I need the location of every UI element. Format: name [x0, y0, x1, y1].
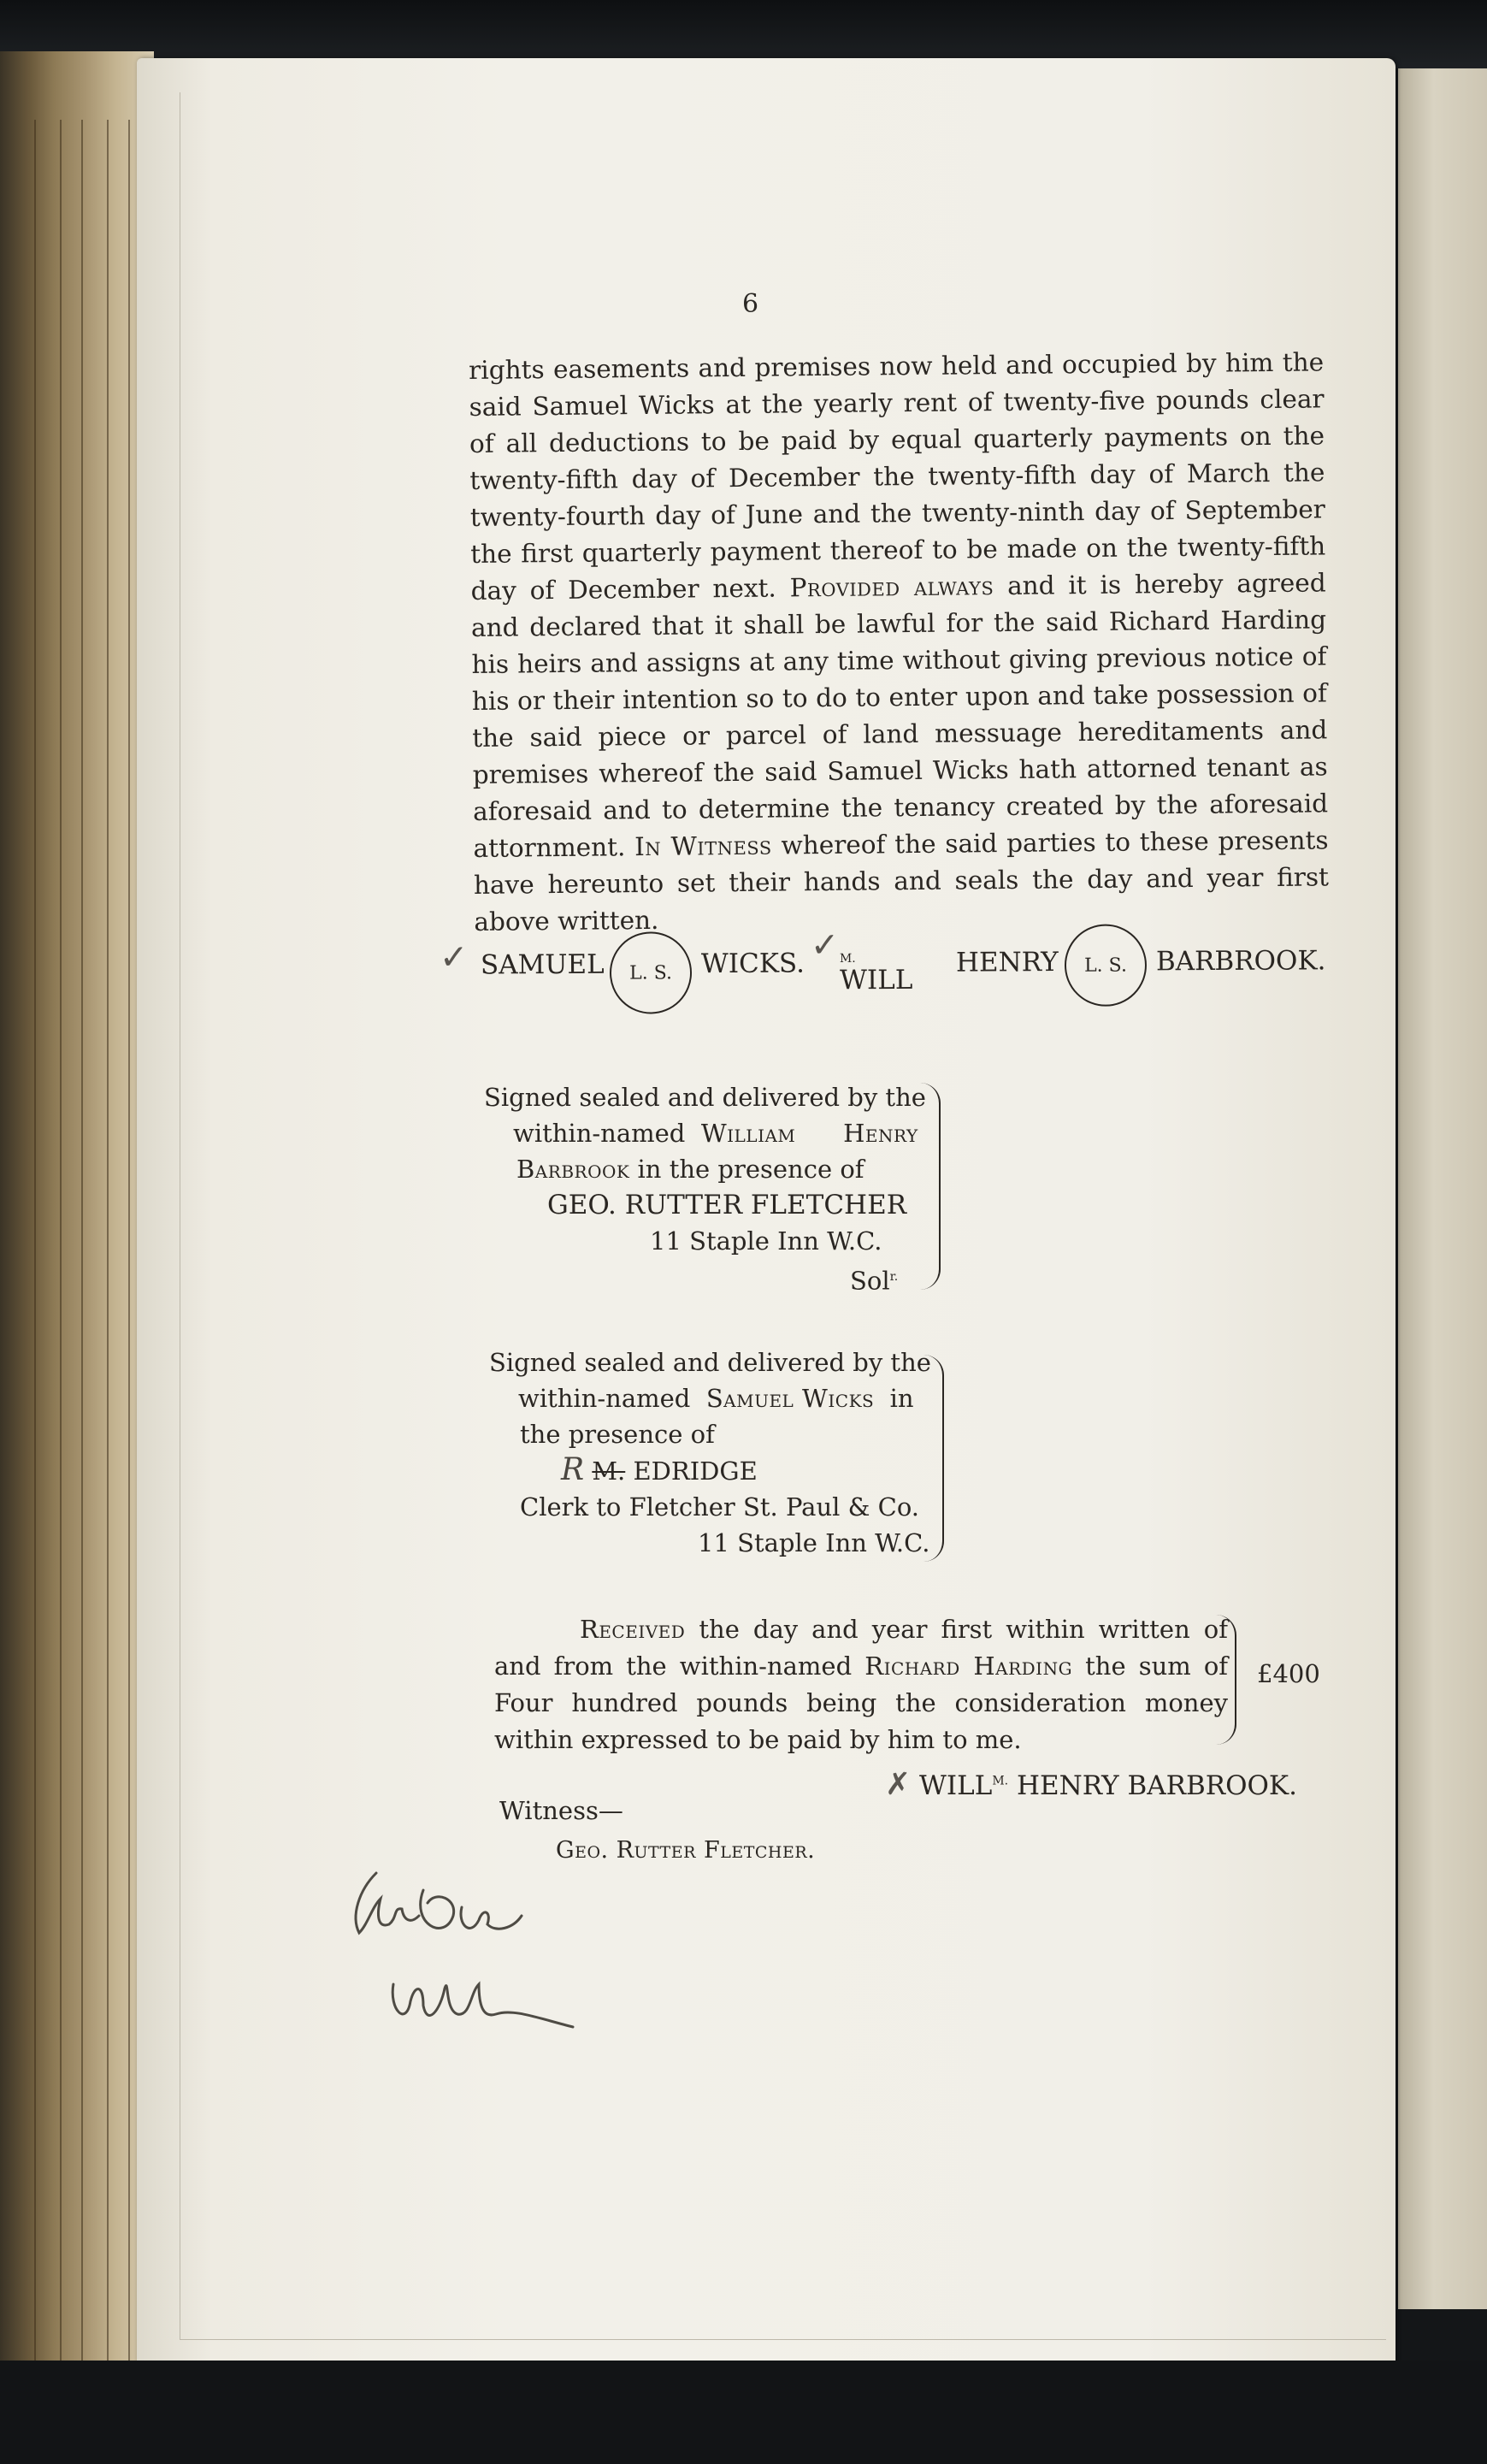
receipt-signer-rest: HENRY BARBROOK. — [1016, 1770, 1297, 1801]
signature-party2-sup: M. — [839, 951, 856, 966]
signature-party1-last: WICKS. — [700, 948, 805, 980]
attestation-text: in — [889, 1384, 914, 1413]
attestation-barbrook — [484, 1079, 929, 1299]
receipt-signer-sup: M. — [992, 1774, 1009, 1788]
witness-role: Clerk to Fletcher St. Paul & Co. — [520, 1492, 920, 1522]
deed-body-text — [469, 344, 1330, 941]
handwritten-signature — [342, 1856, 599, 2061]
in-witness-heading: In Witness — [634, 830, 772, 862]
struck-initial: M. — [592, 1457, 626, 1486]
checkmark-icon: ✓ — [439, 937, 469, 978]
attestation-text: in the presence of — [637, 1155, 864, 1184]
signature-stroke — [356, 1873, 419, 1933]
receipt-text: the sum of Four hundred pounds being the consideration money within expressed to be paid by him to me. — [494, 1652, 1229, 1754]
checkmark-icon: ✓ — [810, 925, 840, 966]
witness-title-sup: r. — [889, 1270, 899, 1284]
page-edge-line — [128, 120, 130, 2386]
signature-party2-last: BARBROOK. — [1155, 945, 1326, 978]
facing-page-edge — [1398, 68, 1487, 2309]
page-edge-line — [34, 120, 36, 2386]
witness-name: GEO. RUTTER FLETCHER — [547, 1190, 907, 1220]
page-edge-line — [60, 120, 62, 2386]
receipt-payer: Richard Harding — [864, 1652, 1073, 1681]
receipt-amount: £400 — [1257, 1659, 1320, 1688]
page-number: 6 — [742, 289, 759, 319]
checkmark-icon: ✗ — [885, 1767, 912, 1802]
receipt-witness-label: Witness— — [499, 1796, 623, 1825]
attestation-wicks — [489, 1344, 934, 1561]
witness-address: 11 Staple Inn W.C. — [698, 1528, 930, 1557]
signature-stroke — [421, 1890, 522, 1929]
receipt-indent — [494, 1615, 580, 1644]
receipt-signer-first: WILL — [919, 1770, 993, 1801]
attestation-party-name: William Henry — [700, 1119, 918, 1148]
handwritten-initial: R — [561, 1452, 585, 1487]
seal-text: L. S. — [1083, 954, 1127, 977]
seal-circle — [1065, 924, 1148, 1007]
receipt-text: the day and year first within written of and from the within-named — [494, 1615, 1228, 1681]
attestation-text: within-named — [513, 1119, 686, 1148]
signature-party2-first — [839, 948, 913, 996]
attestation-party-name: Barbrook — [516, 1155, 630, 1184]
witness-title-text: Sol — [850, 1266, 890, 1296]
receipt-heading: Received — [580, 1615, 686, 1644]
attestation-line: the presence of — [520, 1420, 715, 1449]
seal-circle — [610, 931, 693, 1014]
page-edge-line — [81, 120, 83, 2386]
attestation-text: within-named — [518, 1384, 691, 1413]
attestation-line: Signed sealed and delivered by the — [489, 1348, 931, 1377]
signature-party2-first-text: WILL — [839, 964, 913, 996]
right-brace — [1213, 1615, 1236, 1745]
signature-party2-middle: HENRY — [955, 946, 1059, 978]
witness-name-line — [489, 1452, 934, 1489]
signature-party1-first: SAMUEL — [480, 948, 605, 981]
signatures-row — [439, 925, 1334, 1009]
page-edge-line — [107, 120, 109, 2386]
seal-text: L. S. — [629, 961, 673, 984]
attestation-party-name: Samuel Wicks — [705, 1384, 875, 1413]
attestation-line — [484, 1115, 929, 1151]
book-page-edges — [0, 51, 154, 2378]
witness-name: EDRIDGE — [633, 1457, 758, 1486]
signature-stroke — [392, 1984, 573, 2027]
attestation-line — [489, 1380, 934, 1416]
scan-background-bottom — [0, 2361, 1487, 2464]
receipt-paragraph — [494, 1611, 1228, 1758]
body-text-start: rights easements and premises now held and occupied by him the said Samuel Wicks at the yearly rent of twenty-five pounds clear of all deductions to be paid by equal quarterly payments on the twenty-fifth day of December the twenty-fifth day of March the twenty-fourth day of June and the twenty-ninth day of September the first quarterly payment thereof to be made on the twenty-fifth day of December next. — [469, 347, 1326, 606]
witness-title — [484, 1259, 929, 1299]
attestation-line — [484, 1151, 929, 1187]
body-text-middle: and it is hereby agreed and declared that it shall be lawful for the said Richard Harding his heirs and assigns at any time without giving previous notice of his or their intention so to do to enter upon and take possession of the said piece or parcel of land messuage hereditaments and premises whereof the said Samuel Wicks hath attorned tenant as aforesaid and to determine the tenancy created by the aforesaid attornment. — [470, 568, 1329, 863]
proviso-heading: Provided always — [789, 571, 994, 603]
right-brace — [915, 1083, 941, 1290]
attestation-line: Signed sealed and delivered by the — [484, 1083, 926, 1112]
witness-address: 11 Staple Inn W.C. — [650, 1226, 882, 1256]
body-text-end: whereof the said parties to these presents have hereunto set their hands and seals the day and year first above written. — [473, 825, 1330, 937]
receipt-witness-name: Geo. Rutter Fletcher. — [556, 1837, 816, 1864]
right-brace — [918, 1355, 944, 1562]
receipt-signature — [885, 1767, 1297, 1802]
